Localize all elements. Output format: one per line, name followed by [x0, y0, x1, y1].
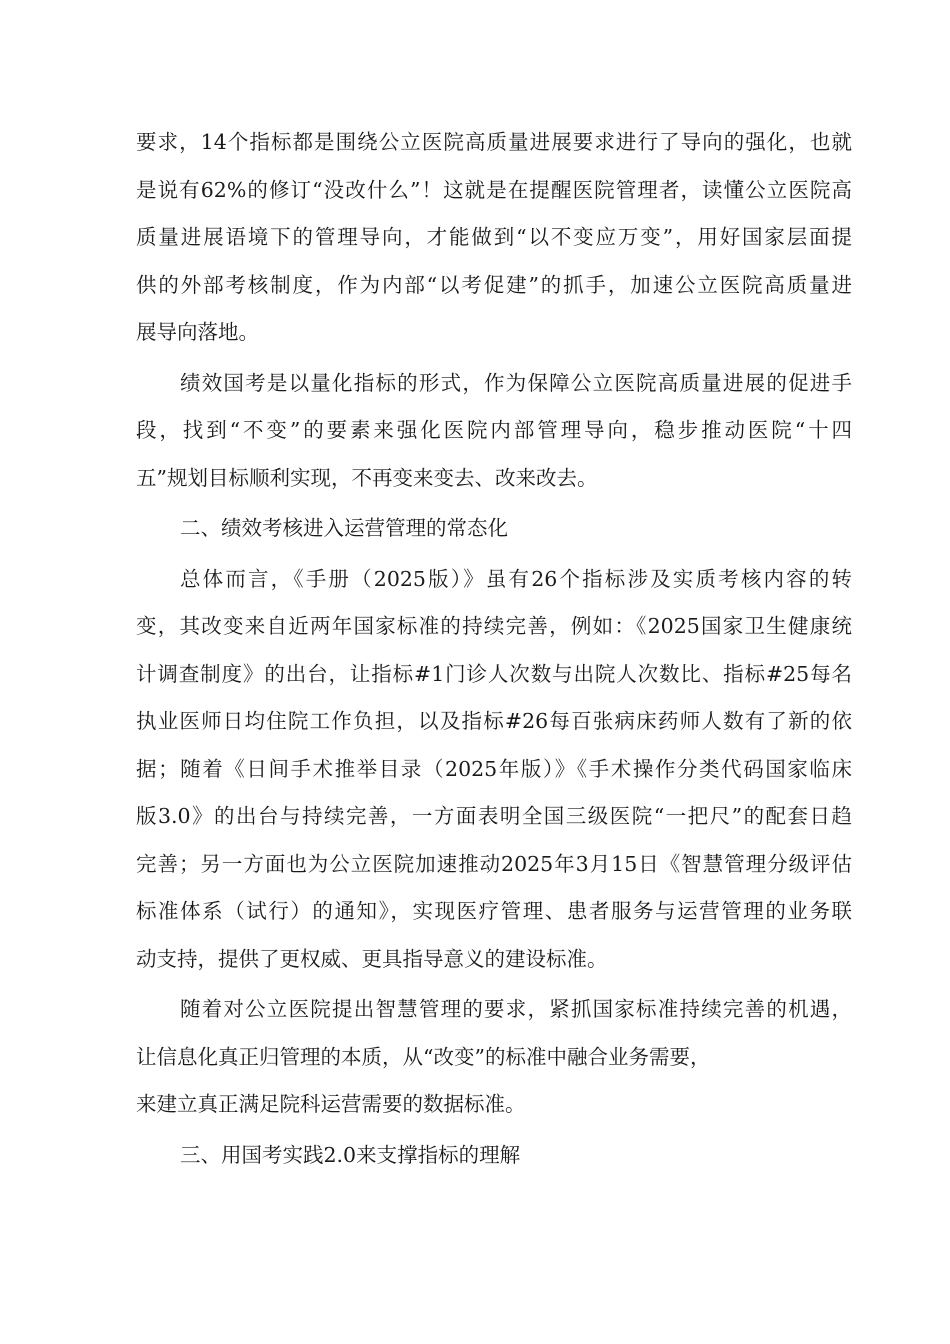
- text-line: 版3.0》的出台与持续完善，一方面表明全国三级医院“一把尺”的配套日趋: [136, 804, 852, 828]
- text-line: 绩效国考是以量化指标的形式，作为保障公立医院高质量进展的促进手: [180, 370, 852, 395]
- text-line: 质量进展语境下的管理导向，才能做到“以不变应万变”，用好国家层面提: [136, 225, 852, 249]
- paragraph-manual-2025: [136, 556, 852, 984]
- text-line: 执业医师日均住院工作负担，以及指标#26每百张病床药师人数有了新的依: [136, 709, 852, 733]
- text-line: 展导向落地。: [136, 320, 259, 344]
- section-heading-2: [136, 505, 852, 553]
- text-line: 动支持，提供了更权威、更具指导意义的建设标准。: [136, 946, 608, 971]
- paragraph-quantified-indicators: [136, 360, 852, 503]
- section-heading: 二、绩效考核进入运营管理的常态化: [180, 516, 508, 540]
- text-line: 要求，14个指标都是围绕公立医院高质量进展要求进行了导向的强化，也就: [136, 130, 852, 154]
- text-line: 变，其改变来自近两年国家标准的持续完善，例如：《2025国家卫生健康统: [136, 614, 852, 638]
- text-line: 据；随着《日间手术推举目录（2025年版）》《手术操作分类代码国家临床: [136, 756, 852, 781]
- text-line: 五”规划目标顺利实现，不再变来变去、改来改去。: [136, 465, 598, 490]
- text-line: 计调查制度》的出台，让指标#1门诊人次数与出院人次数比、指标#25每名: [136, 661, 852, 686]
- text-line: 完善；另一方面也为公立医院加速推动2025年3月15日《智慧管理分级评估: [136, 851, 852, 876]
- text-line: 是说有62%的修订“没改什么”！这就是在提醒医院管理者，读懂公立医院高: [136, 177, 852, 202]
- section-heading-3: [136, 1132, 852, 1180]
- text-line: 段，找到“不变”的要素来强化医院内部管理导向，稳步推动医院“十四: [136, 418, 852, 442]
- paragraph-smart-management: [136, 986, 852, 1129]
- document-body: [136, 119, 852, 1179]
- text-line: 标准体系（试行）的通知》，实现医疗管理、患者服务与运营管理的业务联: [136, 899, 852, 923]
- text-line: 随着对公立医院提出智慧管理的要求，紧抓国家标准持续完善的机遇，: [180, 997, 852, 1021]
- text-line: 总体而言，《手册（2025版）》虽有26个指标涉及实质考核内容的转: [180, 566, 852, 591]
- text-line: 来建立真正满足院科运营需要的数据标准。: [136, 1092, 526, 1116]
- text-line: 供的外部考核制度，作为内部“以考促建”的抓手，加速公立医院高质量进: [136, 272, 852, 297]
- section-heading: 三、用国考实践2.0来支撑指标的理解: [180, 1142, 521, 1167]
- paragraph-quality-guidance: [136, 119, 852, 357]
- text-line: 让信息化真正归管理的本质，从“改变”的标准中融合业务需要，: [136, 1044, 711, 1069]
